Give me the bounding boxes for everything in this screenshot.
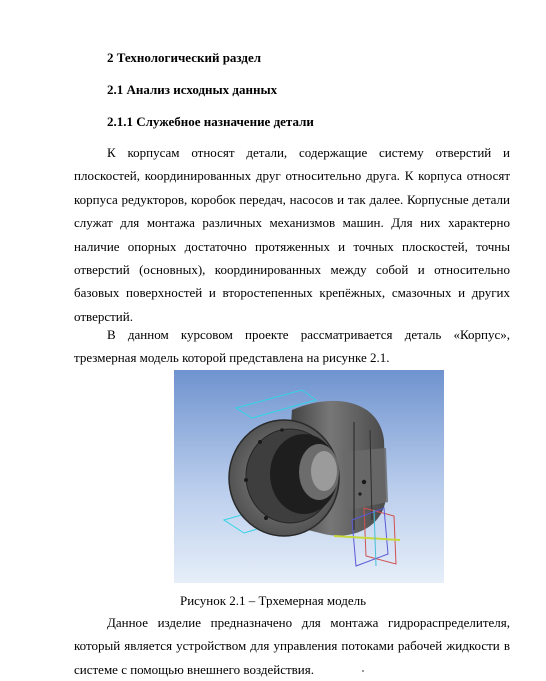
figure-3d-model — [174, 370, 444, 583]
housing-flange — [342, 448, 388, 510]
subsection-heading: 2.1 Анализ исходных данных — [107, 82, 278, 97]
paragraph-purpose: Данное изделие предназначено для монтажа гидрораспределителя, который является устройством для управления потоками рабочей жидкости в системе с помощью внешнего воздействия. — [74, 615, 510, 677]
housing-3d-render — [174, 370, 444, 583]
paragraph-housings: К корпусам относят детали, содержащие систему отверстий и плоскостей, координированных друг относительно друга. К корпуса относят корпуса редукторов, коробок передач, насосов и так далее. Корпусные детали служат для монтажа различных механизмов машин. Для них характерно наличие опорных достаточно протяженных и точных плоскостей, точны отверстий (основных), координированных между собой и относительно базовых поверхностей и второстепенных крепёжных, смазочных и других отверстий. — [74, 145, 510, 324]
figure-caption: Рисунок 2.1 – Трхемерная модель — [179, 593, 367, 608]
page-mark — [362, 670, 364, 672]
paragraph-course-project: В данном курсовом проекте рассматривается деталь «Корпус», трезмерная модель которой представлена на рисунке 2.1. — [74, 327, 510, 366]
section-heading: 2 Технологический раздел — [107, 50, 262, 65]
subsubsection-heading: 2.1.1 Служебное назначение детали — [107, 114, 314, 129]
